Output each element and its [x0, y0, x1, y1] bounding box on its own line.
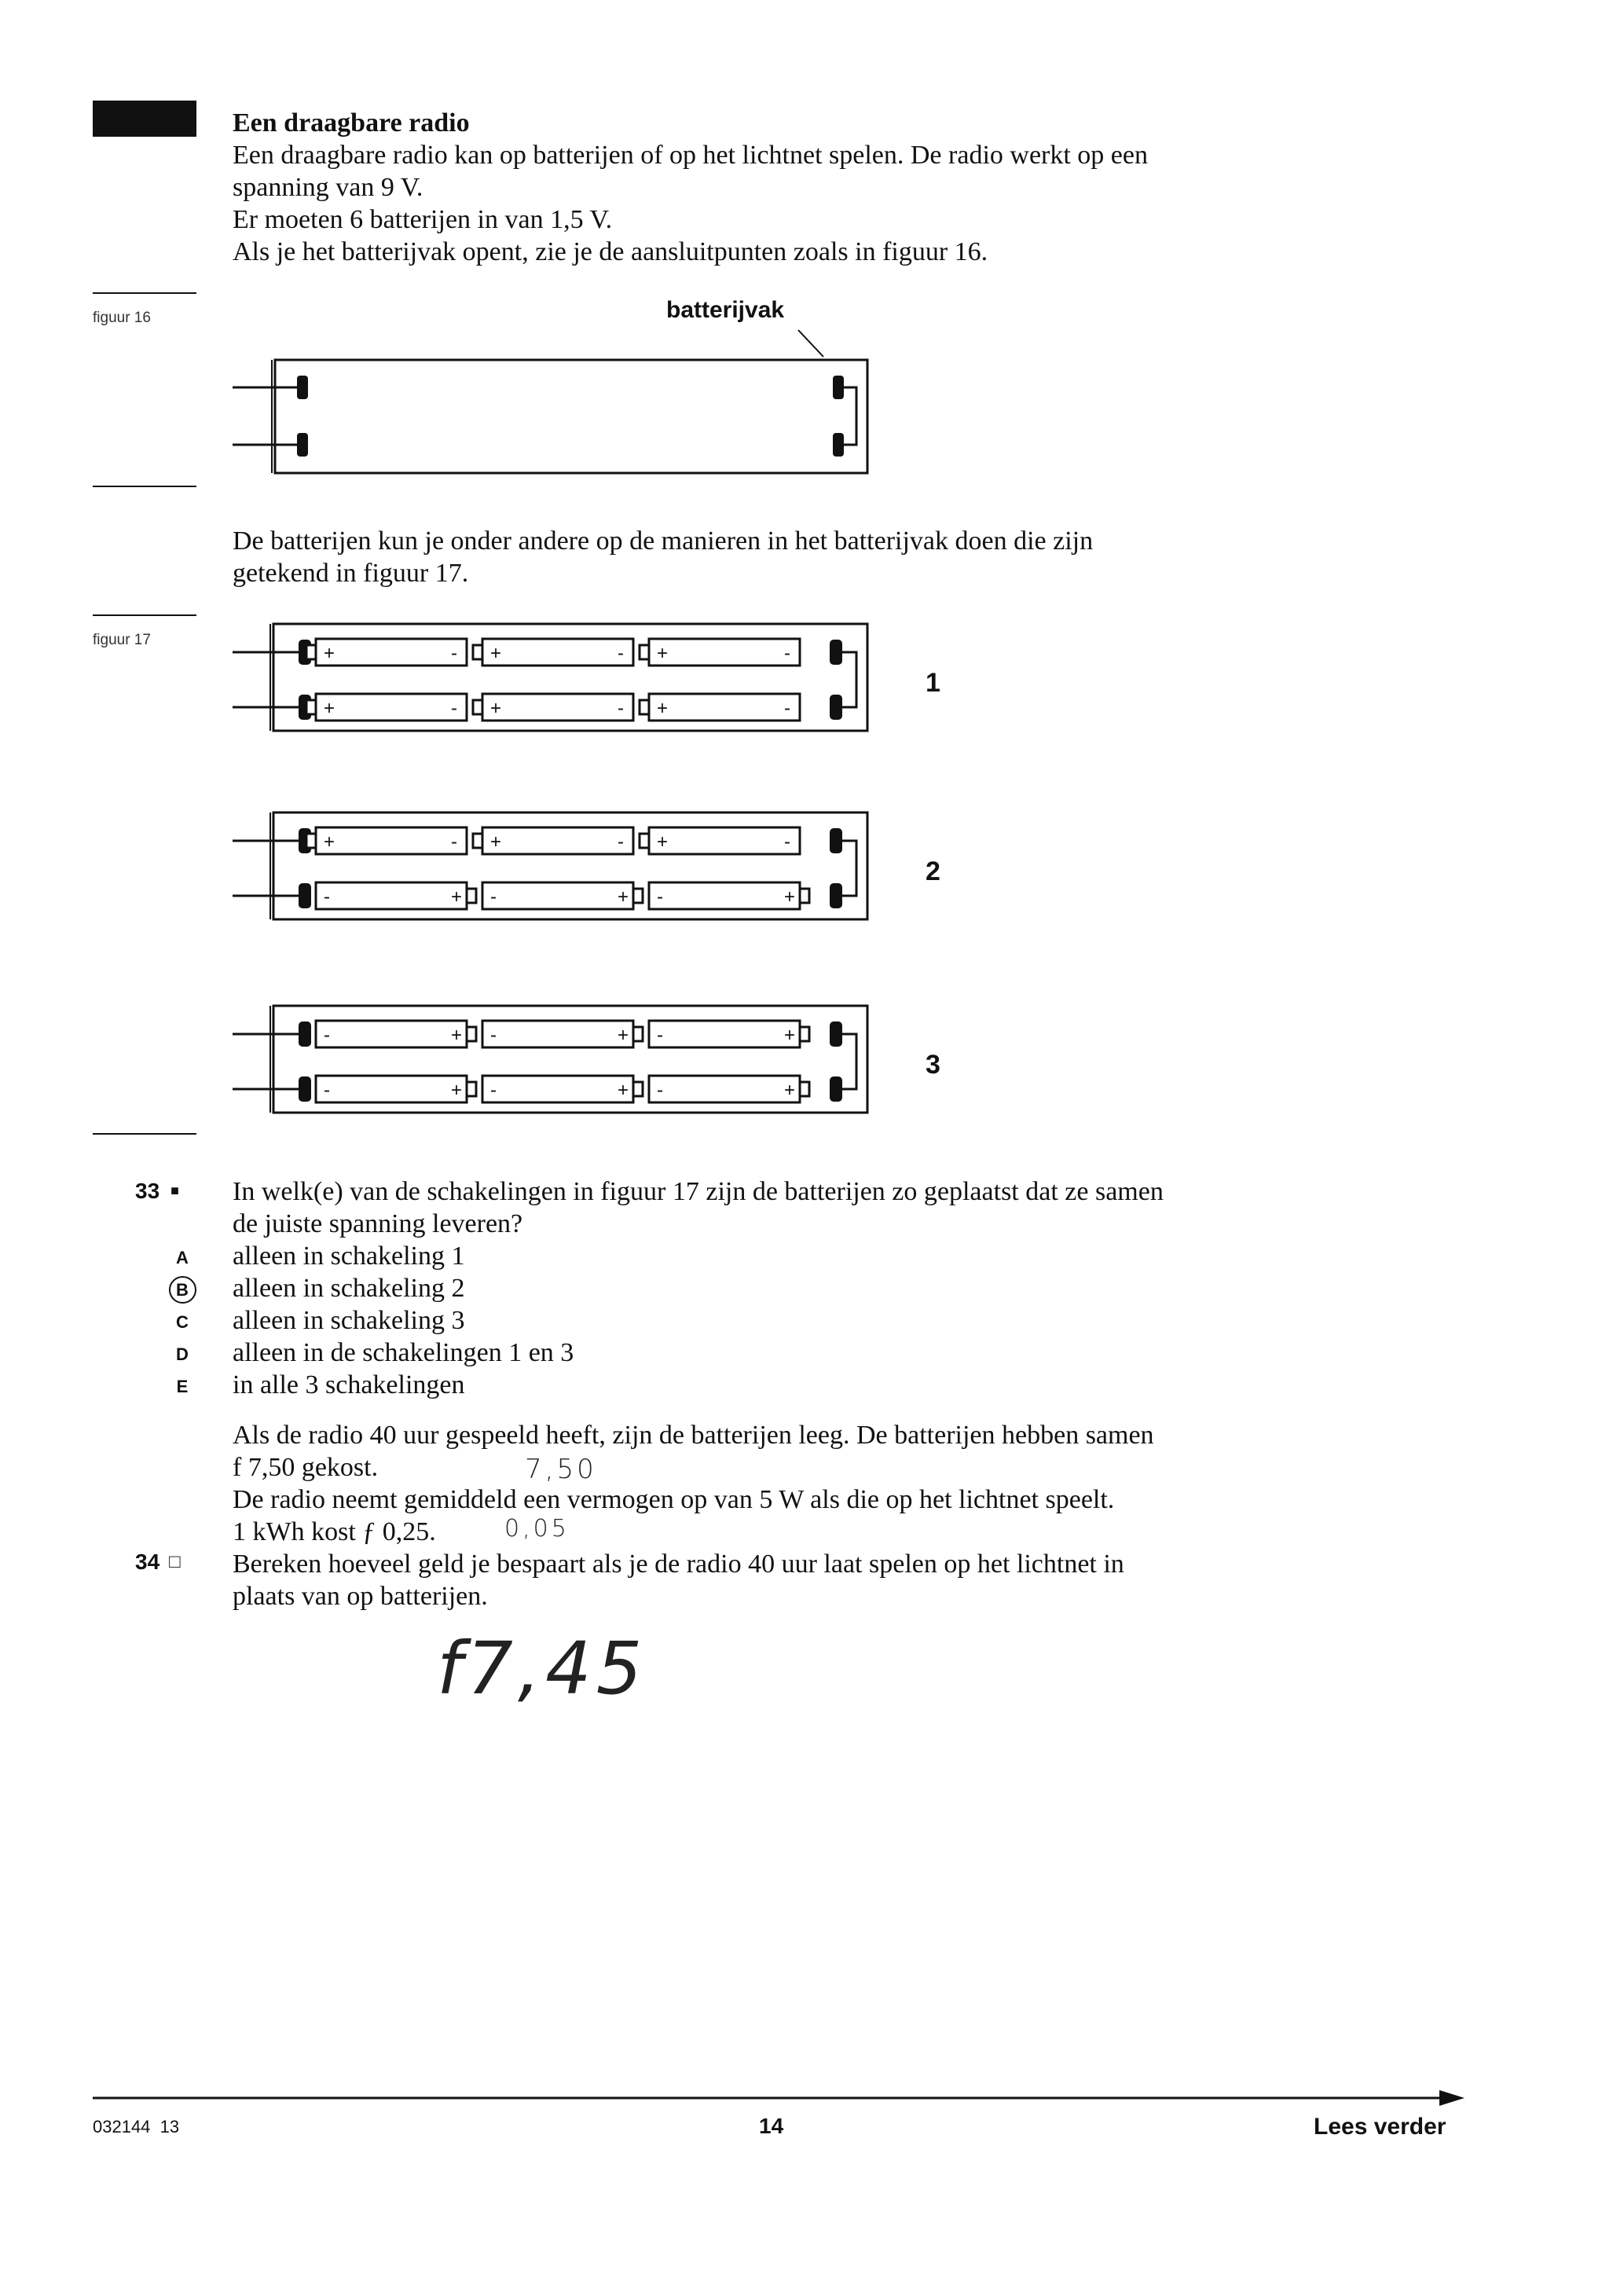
figure17-intro	[233, 525, 1333, 589]
context-line: De radio neemt gemiddeld een vermogen op van 5 W als die op het lichtnet speelt.	[233, 1485, 1115, 1514]
option-text: alleen in schakeling 1	[233, 1242, 465, 1271]
figure16-caption: batterijvak	[666, 297, 785, 323]
q34-line: plaats van op batterijen.	[233, 1582, 488, 1611]
contact-left	[299, 1076, 311, 1102]
figure17-configurations	[228, 613, 966, 1124]
configuration-number: 1	[926, 668, 940, 698]
battery-terminal	[467, 1027, 476, 1041]
figure17-label: figuur 17	[93, 632, 151, 648]
battery	[482, 1021, 633, 1047]
polarity-sign: +	[490, 831, 502, 853]
battery-terminal	[306, 834, 316, 848]
option-letter: E	[176, 1377, 189, 1396]
polarity-sign: -	[451, 643, 457, 664]
contact-right	[830, 1021, 842, 1047]
q33-number: 33 ■	[135, 1179, 180, 1203]
context-line: f 7,50 gekost.	[233, 1453, 379, 1482]
polarity-sign: -	[451, 698, 457, 719]
q33-line: de juiste spanning leveren?	[233, 1209, 523, 1238]
battery	[316, 1021, 467, 1047]
polarity-sign: +	[657, 831, 669, 853]
polarity-sign: -	[618, 698, 624, 719]
battery-terminal	[640, 834, 649, 848]
margin-rule	[93, 1133, 196, 1135]
polarity-sign: -	[490, 1025, 497, 1046]
battery-terminal	[800, 1082, 809, 1096]
q33-text	[233, 1176, 1372, 1240]
battery-terminal	[633, 1082, 643, 1096]
polarity-sign: +	[451, 1080, 463, 1101]
polarity-sign: -	[324, 1080, 330, 1101]
battery	[649, 694, 800, 721]
polarity-sign: -	[657, 886, 663, 908]
battery	[482, 827, 633, 854]
contact-right	[830, 883, 842, 908]
polarity-sign: +	[324, 831, 335, 853]
connector-loop	[842, 652, 856, 707]
option-text: alleen in de schakelingen 1 en 3	[233, 1338, 574, 1367]
polarity-sign: -	[490, 1080, 497, 1101]
polarity-sign: +	[657, 698, 669, 719]
option-text: in alle 3 schakelingen	[233, 1370, 465, 1399]
option-text: alleen in schakeling 3	[233, 1306, 465, 1335]
footer-code: 032144 13	[93, 2117, 180, 2136]
battery	[649, 1076, 800, 1102]
intro-line: getekend in figuur 17.	[233, 559, 469, 588]
q34-text	[233, 1548, 1372, 1612]
contact-right	[830, 1076, 842, 1102]
polarity-sign: +	[657, 643, 669, 664]
page-number: 14	[759, 2114, 784, 2138]
margin-rule	[93, 614, 196, 616]
polarity-sign: -	[324, 1025, 330, 1046]
section-title: Een draagbare radio	[233, 108, 470, 138]
section-text	[233, 107, 1333, 268]
battery-terminal	[800, 889, 809, 903]
section-line: Een draagbare radio kan op batterijen of op het lichtnet spelen. De radio werkt op een	[233, 141, 1148, 170]
polarity-sign: -	[657, 1025, 663, 1046]
contact-right	[830, 695, 842, 720]
battery-terminal	[306, 700, 316, 714]
polarity-sign: -	[324, 886, 330, 908]
polarity-sign: +	[784, 1080, 796, 1101]
context-line: 1 kWh kost ƒ 0,25.	[233, 1517, 436, 1546]
polarity-sign: -	[618, 831, 624, 853]
option-letter: D	[176, 1344, 189, 1364]
figure16-label: figuur 16	[93, 310, 151, 326]
battery	[316, 1076, 467, 1102]
battery	[316, 827, 467, 854]
margin-rule	[93, 292, 196, 294]
option-letter: C	[176, 1312, 189, 1332]
battery-terminal	[640, 700, 649, 714]
polarity-sign: +	[490, 643, 502, 664]
q34-number: 34 □	[135, 1550, 181, 1574]
battery	[316, 639, 467, 666]
handwritten-answer[interactable]: f7,45	[437, 1627, 647, 1711]
polarity-sign: -	[490, 886, 497, 908]
battery-terminal	[640, 645, 649, 659]
polarity-sign: +	[324, 698, 335, 719]
battery	[482, 639, 633, 666]
handwritten-note-0-05: 0,05	[504, 1515, 570, 1542]
figure16-battery-compartment	[228, 314, 888, 487]
polarity-sign: +	[618, 1080, 629, 1101]
polarity-sign: -	[451, 831, 457, 853]
connector-loop	[842, 841, 856, 896]
polarity-sign: +	[784, 1025, 796, 1046]
handwritten-note-7-50: 7,50	[525, 1454, 597, 1485]
battery-terminal	[633, 1027, 643, 1041]
polarity-sign: +	[490, 698, 502, 719]
battery	[482, 1076, 633, 1102]
option-text: alleen in schakeling 2	[233, 1274, 465, 1303]
q34-context	[233, 1419, 1372, 1548]
compartment-frame	[275, 360, 867, 473]
battery-terminal	[473, 645, 482, 659]
polarity-sign: +	[618, 886, 629, 908]
configuration-number: 2	[926, 856, 940, 886]
section-marker-block	[93, 101, 196, 137]
battery-terminal	[467, 1082, 476, 1096]
contact-right	[830, 828, 842, 853]
battery	[316, 694, 467, 721]
battery	[649, 639, 800, 666]
polarity-sign: +	[451, 886, 463, 908]
section-line: spanning van 9 V.	[233, 173, 423, 202]
section-line: Als je het batterijvak opent, zie je de aansluitpunten zoals in figuur 16.	[233, 237, 988, 266]
polarity-sign: +	[784, 886, 796, 908]
contact-right	[830, 640, 842, 665]
connector-loop	[842, 1034, 856, 1089]
polarity-sign: -	[784, 643, 790, 664]
option-letter: A	[176, 1248, 189, 1267]
battery	[649, 882, 800, 909]
polarity-sign: -	[618, 643, 624, 664]
context-line: Als de radio 40 uur gespeeld heeft, zijn de batterijen leeg. De batterijen hebben samen	[233, 1421, 1154, 1450]
battery-terminal	[467, 889, 476, 903]
battery-terminal	[306, 645, 316, 659]
contact-left	[299, 1021, 311, 1047]
polarity-sign: -	[784, 831, 790, 853]
polarity-sign: -	[784, 698, 790, 719]
polarity-sign: +	[451, 1025, 463, 1046]
q33-line: In welk(e) van de schakelingen in figuur 17 zijn de batterijen zo geplaatst dat ze samen	[233, 1177, 1164, 1206]
battery-terminal	[473, 700, 482, 714]
footer-arrow-rule	[93, 2089, 1468, 2107]
intro-line: De batterijen kun je onder andere op de manieren in het batterijvak doen die zijn	[233, 526, 1094, 556]
polarity-sign: -	[657, 1080, 663, 1101]
battery-terminal	[473, 834, 482, 848]
battery-terminal	[800, 1027, 809, 1041]
q34-line: Bereken hoeveel geld je bespaart als je de radio 40 uur laat spelen op het lichtnet in	[233, 1550, 1124, 1579]
polarity-sign: +	[618, 1025, 629, 1046]
battery	[649, 1021, 800, 1047]
battery	[482, 694, 633, 721]
option-letter: B	[176, 1280, 189, 1300]
battery	[316, 882, 467, 909]
contact-left	[299, 883, 311, 908]
caption-pointer	[798, 330, 823, 357]
battery	[482, 882, 633, 909]
battery	[649, 827, 800, 854]
polarity-sign: +	[324, 643, 335, 664]
section-line: Er moeten 6 batterijen in van 1,5 V.	[233, 205, 613, 234]
margin-rule	[93, 486, 196, 487]
battery-terminal	[633, 889, 643, 903]
configuration-number: 3	[926, 1050, 940, 1080]
continue-label: Lees verder	[1314, 2114, 1446, 2140]
